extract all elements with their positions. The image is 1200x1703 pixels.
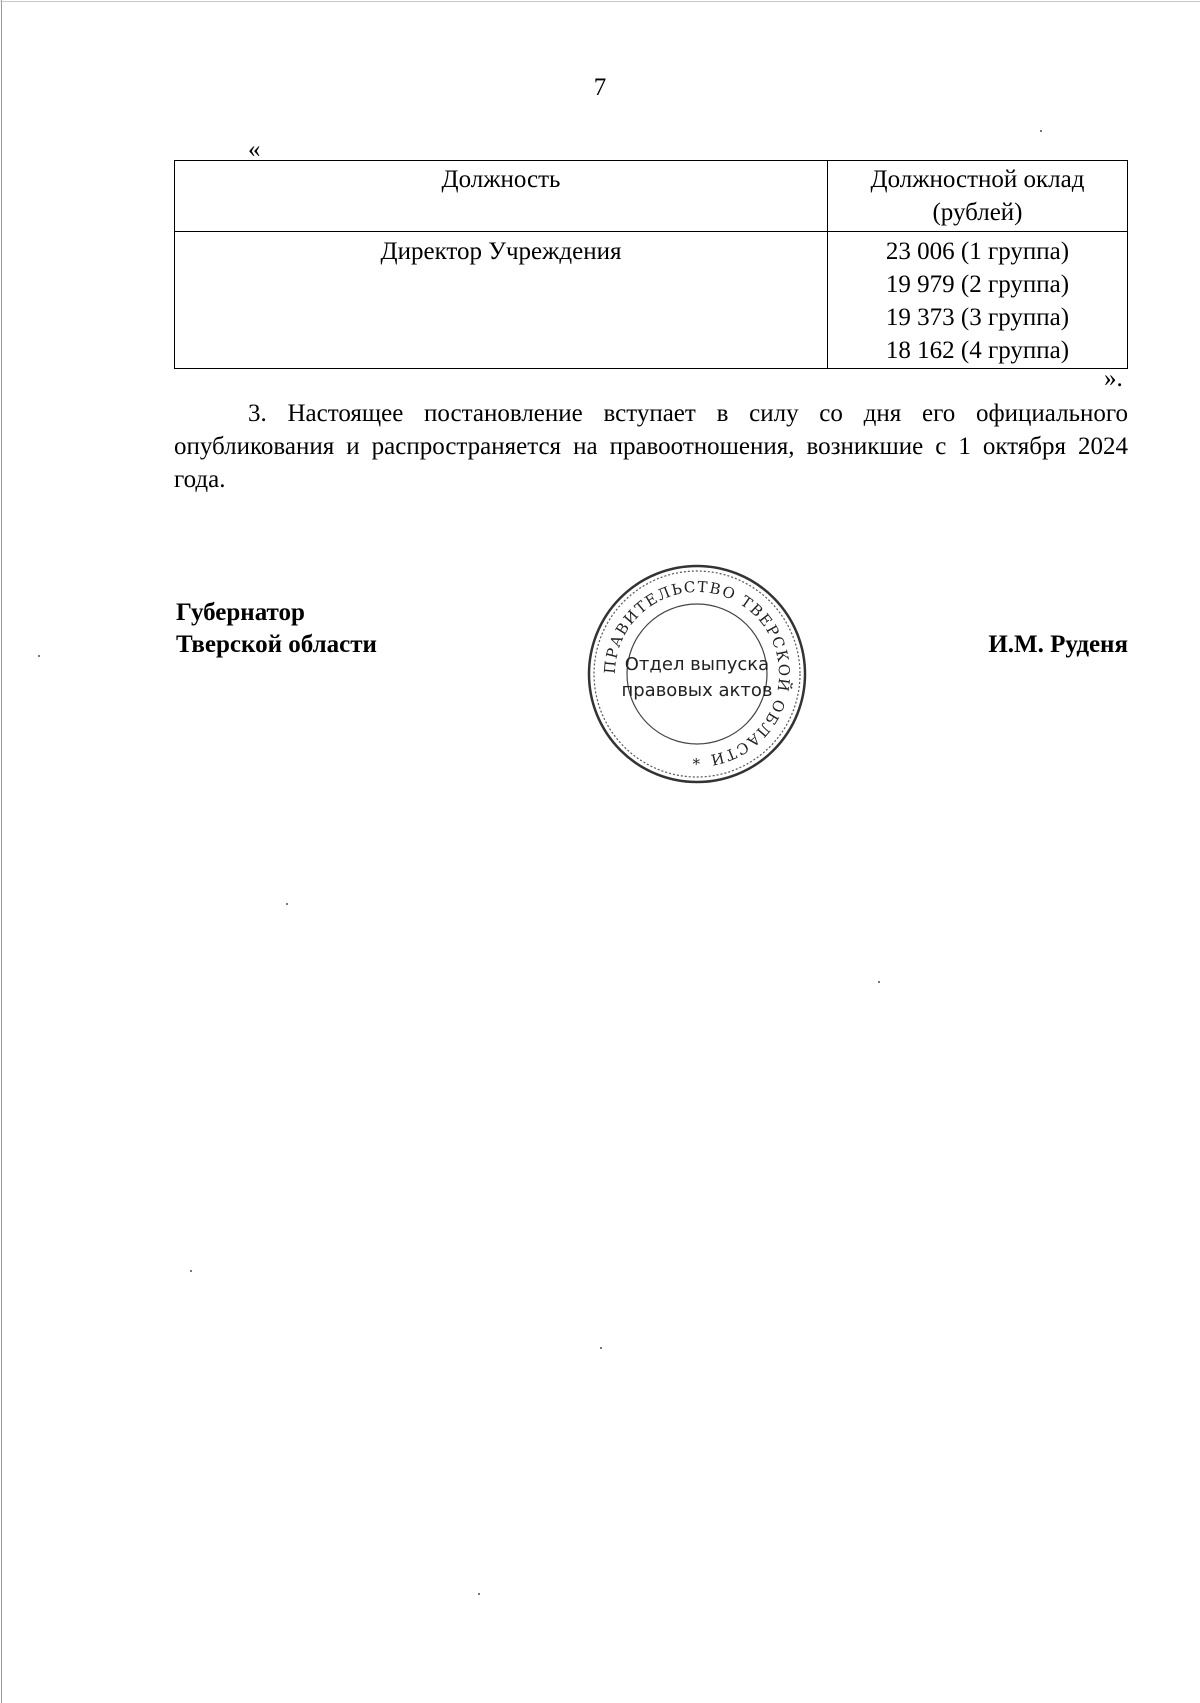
signatory-title xyxy=(176,597,377,661)
salary-group-2: 19 979 (2 группа) xyxy=(885,271,1070,298)
scan-speck xyxy=(600,1347,602,1349)
scan-edge-top xyxy=(0,1,1200,2)
scan-speck xyxy=(478,1593,480,1595)
seal-graphic xyxy=(582,559,812,789)
table-close-quote: ». xyxy=(1104,365,1123,392)
salary-group-1: 23 006 (1 группа) xyxy=(885,238,1070,265)
table-row xyxy=(175,232,1128,369)
seal-star: * xyxy=(692,755,702,773)
scan-speck xyxy=(38,655,40,657)
salary-table xyxy=(174,160,1128,369)
seal-center-line-1: Отдел выпуска xyxy=(624,654,770,675)
page-number: 7 xyxy=(593,74,607,101)
seal-center-line-2: правовых актов xyxy=(621,680,773,701)
scan-speck xyxy=(1040,130,1042,132)
signatory-title-line-2: Тверской области xyxy=(176,631,377,658)
header-salary: Должностной оклад (рублей) xyxy=(828,161,1128,232)
signatory-name: И.М. Руденя xyxy=(988,631,1128,658)
clause-3: 3. Настоящее постановление вступает в силу со дня его официального опубликования и распространяется на правоотношения, возникшие с 1 октября 2024 года. xyxy=(174,400,1128,493)
scan-speck xyxy=(190,1270,192,1272)
table-header-row xyxy=(175,161,1128,232)
official-seal xyxy=(582,559,812,789)
scan-edge-left xyxy=(1,0,2,1703)
salary-group-4: 18 162 (4 группа) xyxy=(885,337,1070,364)
header-position: Должность xyxy=(175,161,828,232)
salary-group-3: 19 373 (3 группа) xyxy=(885,304,1070,331)
scan-speck xyxy=(878,981,880,983)
table-open-quote: « xyxy=(248,136,261,163)
position-cell: Директор Учреждения xyxy=(175,232,828,369)
salary-cell xyxy=(828,232,1128,369)
seal-ring-textpath: ПРАВИТЕЛЬСТВО ТВЕРСКОЙ ОБЛАСТИ xyxy=(600,577,794,770)
signatory-title-line-1: Губернатор xyxy=(176,599,305,626)
scan-speck xyxy=(286,903,288,905)
